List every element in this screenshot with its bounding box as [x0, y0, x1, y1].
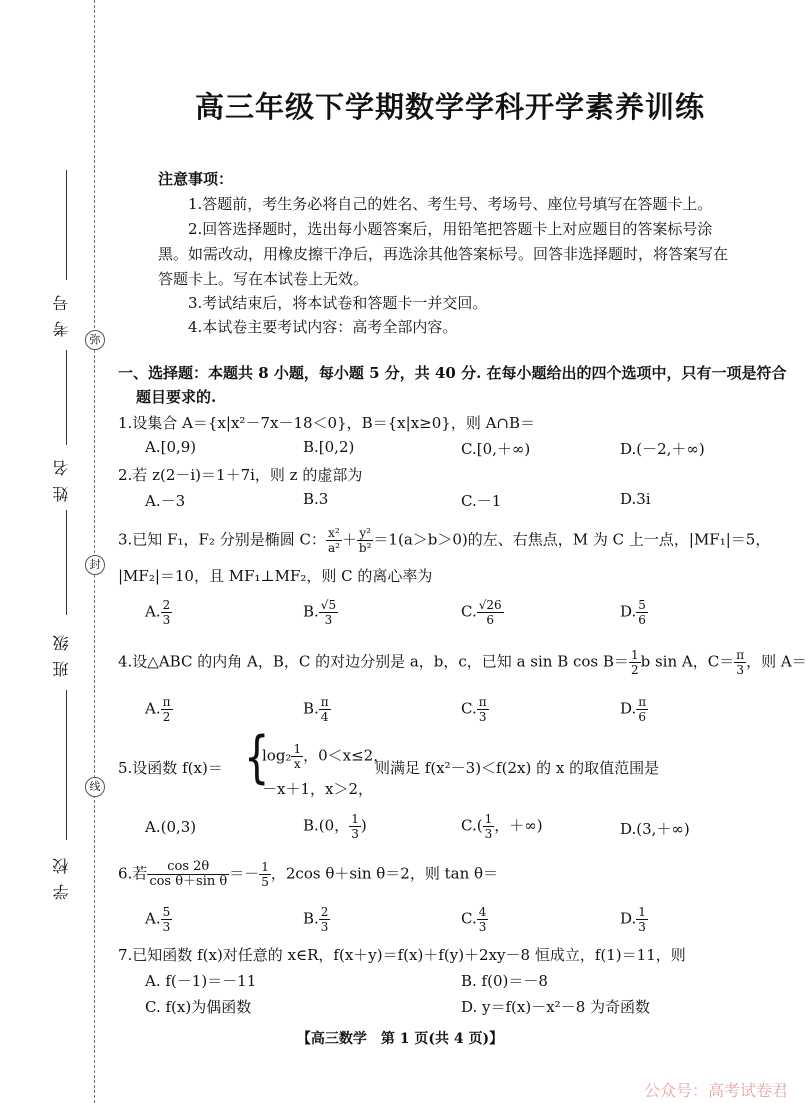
- seal-mark-xian: 线: [85, 777, 105, 797]
- notice-item-3: 3.考试结束后，将本试卷和答题卡一并交回。: [188, 294, 488, 312]
- opt-frac: [477, 695, 489, 724]
- q4-option-c[interactable]: [461, 695, 489, 724]
- frac-num: π: [638, 695, 647, 709]
- q2-option-a[interactable]: A.－3: [145, 492, 186, 510]
- frac-den: 6: [638, 613, 646, 627]
- exam-no-line[interactable]: [66, 170, 67, 280]
- notice-item-2c: 答题卡上。写在本试卷上无效。: [158, 270, 369, 288]
- q6-stem: [118, 860, 498, 889]
- q5-brace: {: [244, 725, 270, 791]
- q1-option-a[interactable]: A.[0,9): [145, 438, 197, 456]
- q5-case-1: [262, 742, 388, 771]
- notice-item-4: 4.本试卷主要考试内容：高考全部内容。: [188, 318, 458, 336]
- q5-option-c[interactable]: [461, 812, 543, 841]
- frac-den: 5: [261, 875, 269, 889]
- q7-option-c[interactable]: C. f(x)为偶函数: [145, 998, 252, 1016]
- opt-close: ): [360, 816, 367, 835]
- q3-option-d[interactable]: [620, 598, 648, 627]
- frac-den: 3: [351, 827, 359, 841]
- q5-case-2: －x＋1，x＞2，: [262, 780, 374, 798]
- frac-num: 5: [162, 905, 171, 919]
- frac-num: 5: [638, 598, 646, 612]
- page-title: 高三年级下学期数学学科开学素养训练: [194, 90, 705, 124]
- q6-eq: ＝－: [229, 864, 260, 883]
- dashed-binding-line: [94, 0, 95, 1103]
- opt-frac: [161, 598, 173, 627]
- frac-num: y²: [357, 526, 374, 541]
- frac-den: 3: [478, 920, 487, 934]
- opt-label: A.: [145, 602, 161, 621]
- opt-label: D.: [620, 602, 637, 621]
- section-heading-cont: 题目要求的.: [136, 388, 217, 406]
- q3-frac-y: [357, 526, 374, 555]
- q2-option-c[interactable]: C.－1: [461, 492, 502, 510]
- q5-option-a[interactable]: A.(0,3): [145, 818, 197, 836]
- q2-option-b[interactable]: B.3: [303, 490, 329, 508]
- binding-strip: [0, 0, 110, 1103]
- q3-stem-pre: 3.已知 F₁，F₂ 分别是椭圆 C：: [118, 530, 326, 549]
- q5-option-b[interactable]: [303, 812, 367, 841]
- frac-num: 1: [630, 648, 639, 662]
- opt-label: B.(0，: [303, 816, 350, 835]
- frac-den: 3: [162, 920, 171, 934]
- q5-case1-log: log₂: [262, 746, 292, 765]
- frac-num: 2: [320, 905, 329, 919]
- class-line[interactable]: [66, 510, 67, 615]
- frac-den: 3: [484, 827, 493, 841]
- frac-num: √5: [320, 598, 337, 612]
- frac-den: 3: [324, 613, 333, 627]
- opt-frac: [636, 905, 648, 934]
- frac-den: 6: [486, 613, 494, 627]
- q1-option-d[interactable]: D.(－2,＋∞): [620, 440, 705, 458]
- opt-frac: [483, 812, 495, 841]
- q6-option-a[interactable]: [145, 905, 172, 934]
- opt-label: B.: [303, 699, 319, 718]
- frac-num: π: [162, 695, 171, 709]
- frac-num: 4: [478, 905, 487, 919]
- page-footer: 【高三数学 第 1 页(共 4 页)】: [296, 1031, 504, 1047]
- q2-stem: 2.若 z(2－i)＝1＋7i，则 z 的虚部为: [118, 466, 363, 484]
- q3-option-a[interactable]: [145, 598, 172, 627]
- frac-num: π: [320, 695, 329, 709]
- school-line[interactable]: [66, 690, 67, 840]
- frac-den: 3: [162, 613, 171, 627]
- q6-stem-pre: 6.若: [118, 864, 148, 883]
- name-label: 姓名: [52, 450, 71, 502]
- seal-mark-mi: 弥: [85, 330, 105, 350]
- exam-no-label: 考号: [52, 285, 71, 337]
- q7-option-d[interactable]: D. y＝f(x)－x²－8 为奇函数: [461, 998, 651, 1016]
- frac-num: 1: [293, 742, 302, 756]
- q5-option-d[interactable]: D.(3,＋∞): [620, 820, 690, 838]
- q4-option-a[interactable]: [145, 695, 173, 724]
- q7-option-b[interactable]: B. f(0)＝－8: [461, 972, 548, 990]
- frac-num: 1: [484, 812, 493, 826]
- q3-frac-x: [326, 526, 342, 555]
- q7-option-a[interactable]: A. f(－1)＝－11: [145, 972, 257, 990]
- opt-frac: [161, 695, 173, 724]
- q6-frac: [147, 860, 229, 889]
- q6-stem-post: ，2cos θ＋sin θ＝2，则 tan θ＝: [270, 864, 499, 883]
- notice-item-1: 1.答题前，考生务必将自己的姓名、考生号、考场号、座位号填写在答题卡上。: [188, 195, 713, 213]
- name-line[interactable]: [66, 350, 67, 445]
- frac-den: 6: [638, 710, 647, 724]
- q5-case1-frac: [291, 742, 303, 771]
- frac-den: 2: [162, 710, 171, 724]
- q1-option-b[interactable]: B.[0,2): [303, 438, 355, 456]
- opt-label: C.: [461, 602, 477, 621]
- frac-num: cos 2θ: [147, 860, 229, 875]
- q4-frac-half: [629, 648, 641, 677]
- frac-num: x²: [326, 526, 342, 541]
- q4-option-d[interactable]: [620, 695, 648, 724]
- q3-plus: ＋: [341, 530, 357, 549]
- opt-label: A.: [145, 909, 161, 928]
- frac-den: x: [293, 757, 301, 771]
- opt-label: B.: [303, 602, 319, 621]
- q7-stem: 7.已知函数 f(x)对任意的 x∈R，f(x＋y)＝f(x)＋f(y)＋2xy－8 恒成立，f(1)＝11，则: [118, 946, 686, 964]
- frac-den: cos θ＋sin θ: [149, 874, 228, 889]
- opt-frac: [349, 812, 361, 841]
- q2-option-d[interactable]: D.3i: [620, 490, 651, 508]
- opt-frac: [319, 695, 331, 724]
- q6-option-b[interactable]: [303, 905, 330, 934]
- q6-option-d[interactable]: [620, 905, 648, 934]
- frac-den: 3: [478, 710, 487, 724]
- notice-item-2b: 黑。如需改动，用橡皮擦干净后，再选涂其他答案标号。回答非选择题时，将答案写在: [158, 245, 729, 263]
- q3-stem-2: |MF₂|＝10，且 MF₁⊥MF₂，则 C 的离心率为: [118, 567, 433, 585]
- q4-option-b[interactable]: [303, 695, 331, 724]
- frac-num: 2: [162, 598, 171, 612]
- q3-option-b[interactable]: [303, 598, 338, 627]
- frac-den: 3: [638, 920, 646, 934]
- q6-option-c[interactable]: [461, 905, 488, 934]
- frac-den: b²: [358, 541, 372, 555]
- seal-mark-feng: 封: [85, 555, 105, 575]
- opt-label: A.: [145, 699, 161, 718]
- frac-den: 3: [736, 663, 744, 677]
- frac-num: 1: [351, 812, 359, 826]
- frac-num: π: [478, 695, 487, 709]
- q4-stem-pre: 4.设△ABC 的内角 A，B，C 的对边分别是 a，b，c，已知 a sin B cos B＝: [118, 652, 629, 671]
- frac-den: 2: [630, 663, 639, 677]
- q4-stem-tail: ，则 A＝: [746, 652, 807, 671]
- class-label: 班级: [52, 625, 71, 677]
- opt-frac: [161, 905, 173, 934]
- q5-stem-post: 则满足 f(x²－3)＜f(2x) 的 x 的取值范围是: [375, 759, 660, 777]
- section-heading: 一、选择题：本题共 8 小题，每小题 5 分，共 40 分. 在每小题给出的四个选项中，只有一项是符合: [118, 364, 787, 382]
- frac-num: √26: [478, 598, 502, 612]
- q5-stem-pre: 5.设函数 f(x)＝: [118, 759, 223, 777]
- watermark: 公众号：高考试卷君: [643, 1081, 788, 1100]
- opt-close: ，＋∞): [494, 816, 543, 835]
- opt-frac: [636, 598, 648, 627]
- opt-frac: [477, 905, 489, 934]
- frac-den: 3: [320, 920, 329, 934]
- q4-stem-mid: b sin A，C＝: [640, 652, 735, 671]
- q5-case1-domain: ，0＜x≤2，: [303, 746, 389, 765]
- frac-den: a²: [327, 541, 340, 555]
- q6-frac-r: [259, 860, 271, 889]
- q4-frac-pi: [734, 648, 746, 677]
- opt-label: D.: [620, 699, 637, 718]
- school-label: 学校: [52, 848, 71, 900]
- notice-heading: 注意事项：: [158, 170, 234, 188]
- frac-num: π: [736, 648, 745, 662]
- frac-den: 4: [320, 710, 329, 724]
- q3-option-c[interactable]: [461, 598, 504, 627]
- q3-stem-post: ＝1(a＞b＞0)的左、右焦点，M 为 C 上一点，|MF₁|＝5，: [373, 530, 771, 549]
- opt-frac: [319, 598, 338, 627]
- opt-label: C.(: [461, 816, 483, 835]
- opt-frac: [477, 598, 504, 627]
- opt-label: D.: [620, 909, 637, 928]
- opt-frac: [636, 695, 648, 724]
- q4-stem: [118, 648, 807, 677]
- opt-label: C.: [461, 699, 477, 718]
- frac-num: 1: [261, 860, 269, 874]
- q1-option-c[interactable]: C.[0,＋∞): [461, 440, 531, 458]
- opt-frac: [319, 905, 331, 934]
- opt-label: B.: [303, 909, 319, 928]
- frac-num: 1: [638, 905, 646, 919]
- opt-label: C.: [461, 909, 477, 928]
- q1-stem: 1.设集合 A＝{x|x²－7x－18＜0}，B＝{x|x≥0}，则 A∩B＝: [118, 414, 536, 432]
- q3-stem: [118, 526, 770, 555]
- notice-item-2a: 2.回答选择题时，选出每小题答案后，用铅笔把答题卡上对应题目的答案标号涂: [188, 220, 713, 238]
